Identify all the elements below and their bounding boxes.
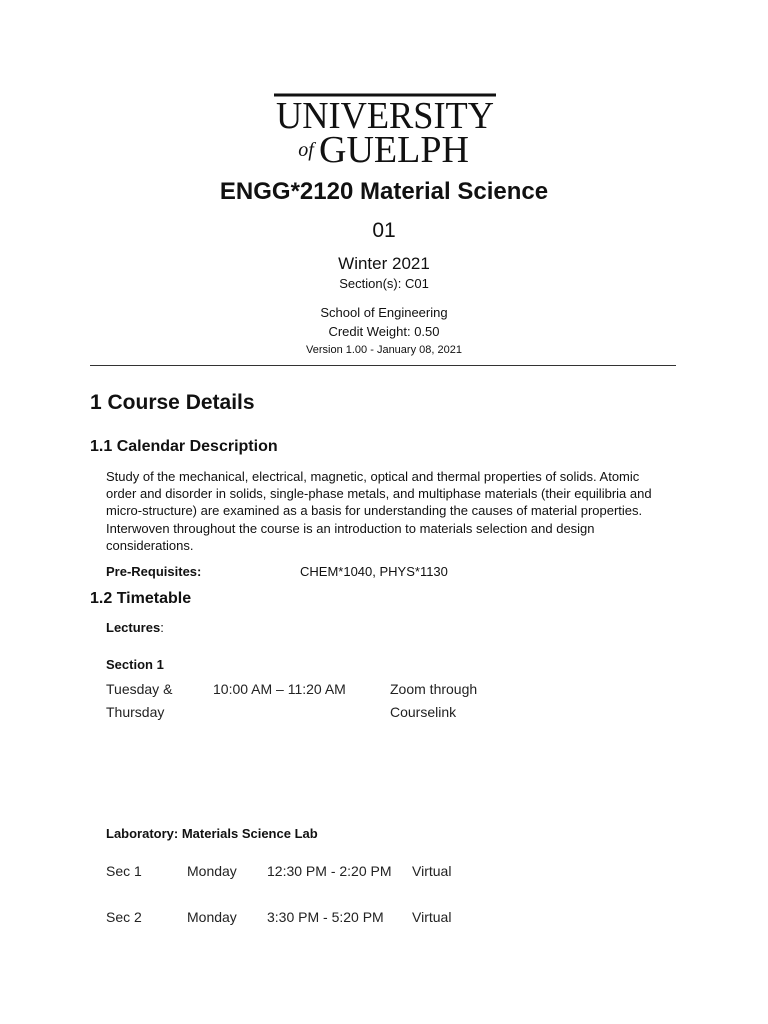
school: School of Engineering [320, 305, 448, 320]
section-heading-course-details: 1 Course Details [90, 391, 255, 414]
lectures-label-text: Lectures [106, 620, 161, 635]
logo-line1: UNIVERSITY [276, 95, 494, 137]
credit-weight: Credit Weight: 0.50 [328, 324, 440, 339]
lab-row-1-time: 12:30 PM - 2:20 PM [267, 863, 392, 879]
lectures-label [106, 620, 164, 635]
logo-line2: GUELPH [319, 129, 469, 168]
lectures-colon: : [160, 620, 164, 635]
term: Winter 2021 [338, 254, 430, 273]
prerequisites-label: Pre-Requisites: [106, 564, 202, 579]
logo-of: of [298, 139, 314, 161]
lab-row-2-location: Virtual [412, 909, 452, 925]
lab-row-1-location: Virtual [412, 863, 452, 879]
lab-row-2-time: 3:30 PM - 5:20 PM [267, 909, 384, 925]
calendar-description: Study of the mechanical, electrical, magnetic, optical and thermal properties of solids. Atomic order and disorder in solids, single-phase metals, and multiphase materials (their equilibria and micro-structure) are examined as a basis for understanding the causes of material properties. Interwoven throughout the course is an introduction to materials selection and design considerations. [106, 469, 652, 553]
course-title: ENGG*2120 Material Science [219, 178, 549, 205]
lab-row-1-day: Monday [187, 863, 237, 879]
subheading-calendar-description: 1.1 Calendar Description [90, 438, 278, 455]
lecture-section-label: Section 1 [106, 657, 164, 672]
sections: Section(s): C01 [339, 276, 429, 291]
prerequisites-value: CHEM*1040, PHYS*1130 [300, 564, 448, 579]
lab-row-2-day: Monday [187, 909, 237, 925]
lecture-time: 10:00 AM – 11:20 AM [213, 681, 346, 697]
lab-row-1-section: Sec 1 [106, 863, 142, 879]
lecture-days: Tuesday & Thursday [106, 681, 173, 720]
subheading-timetable: 1.2 Timetable [90, 590, 192, 607]
header-divider [90, 365, 676, 366]
university-logo [274, 92, 496, 168]
lab-row-2-section: Sec 2 [106, 909, 142, 925]
laboratory-label: Laboratory: Materials Science Lab [106, 826, 318, 841]
course-code: 01 [372, 219, 396, 242]
lecture-location: Zoom through Courselink [390, 681, 478, 720]
version: Version 1.00 - January 08, 2021 [306, 344, 462, 356]
